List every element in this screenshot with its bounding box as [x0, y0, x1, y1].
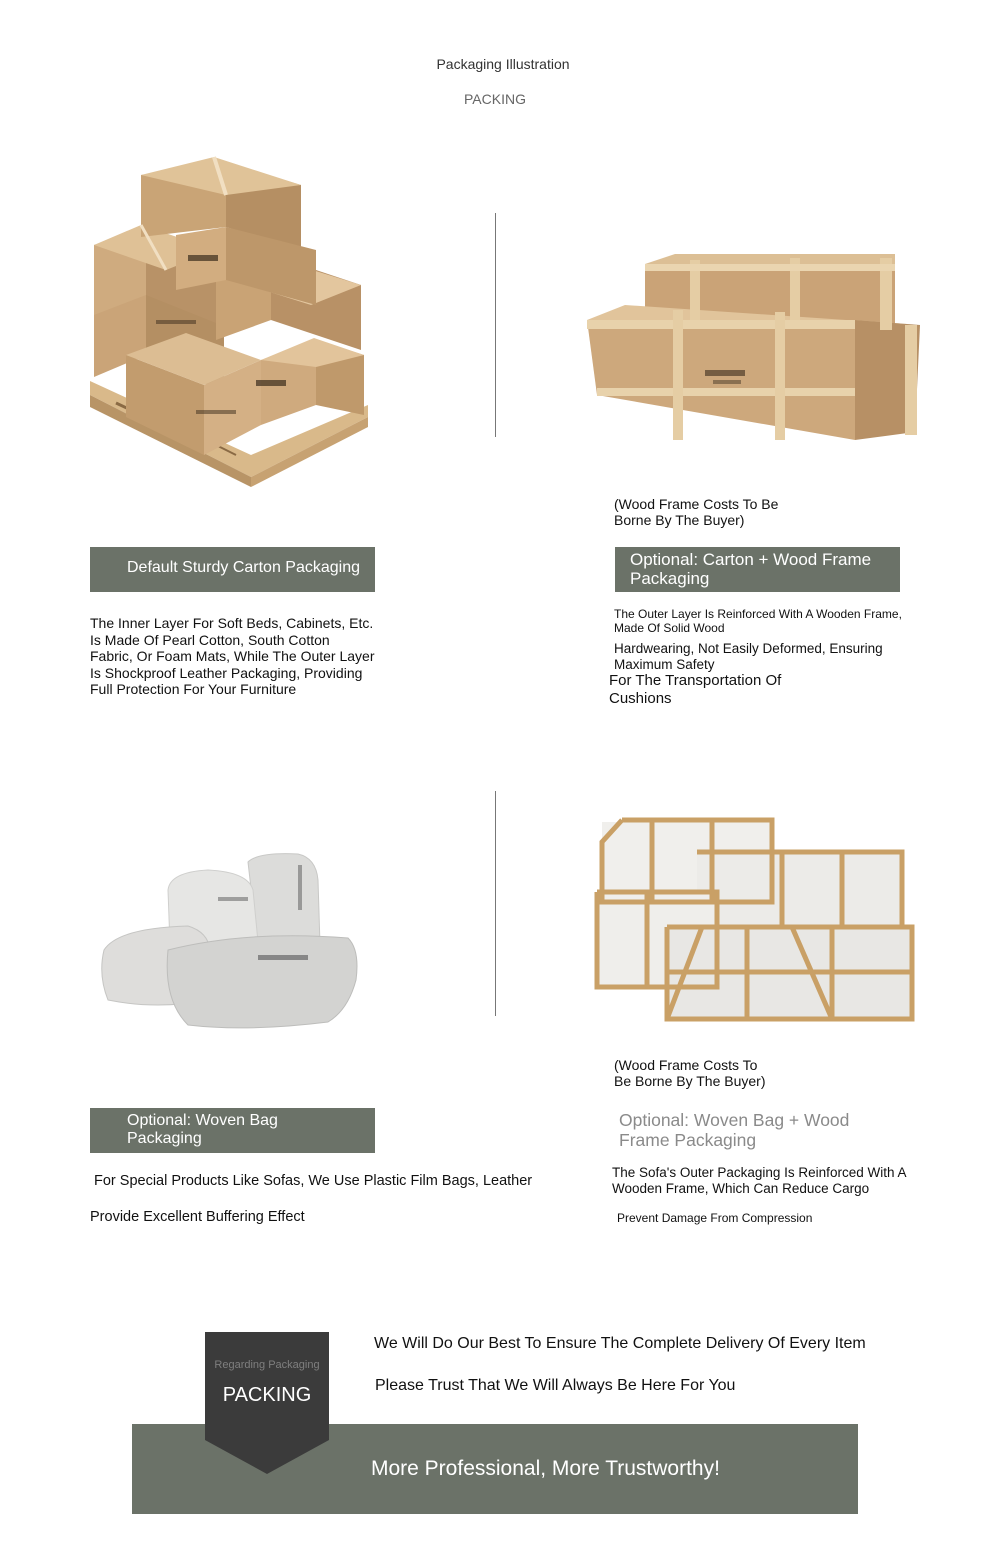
banner-line: Optional: Carton + Wood Frame — [630, 550, 872, 569]
woven-bag-detail: For Special Products Like Sofas, We Use Plastic Film Bags, Leather — [94, 1173, 533, 1189]
badge-big-text: PACKING — [222, 1384, 312, 1406]
wood-frame-durability — [614, 641, 883, 672]
description-line: Full Protection For Your Furniture — [90, 681, 297, 697]
woven-bag-image — [98, 850, 363, 1030]
description-line: Is Made Of Pearl Cotton, South Cotton — [90, 631, 330, 648]
banner-line: Optional: Woven Bag — [127, 1112, 278, 1129]
description-line: The Inner Layer For Soft Beds, Cabinets, Etc. — [90, 615, 374, 631]
title-line: Optional: Woven Bag + Wood — [619, 1110, 850, 1130]
note-line: (Wood Frame Costs To Be — [614, 496, 779, 512]
title-line: Frame Packaging — [619, 1130, 757, 1150]
detail-line: Hardwearing, Not Easily Deformed, Ensuring — [614, 641, 883, 656]
detail-line: Maximum Safety — [614, 656, 715, 672]
detail-line: Made Of Solid Wood — [614, 620, 725, 635]
note-line: Borne By The Buyer) — [614, 511, 745, 528]
carton-description — [90, 615, 430, 698]
woven-wood-title — [619, 1110, 849, 1150]
description-line: Fabric, Or Foam Mats, While The Outer Layer — [90, 648, 375, 664]
detail-line: For The Transportation Of — [609, 672, 782, 689]
wood-cost-note — [614, 497, 778, 528]
wood-frame-carton-image — [585, 250, 925, 445]
section-divider — [495, 213, 496, 437]
woven-bag-banner — [90, 1108, 375, 1153]
woven-bag-wood-frame-image — [592, 812, 917, 1024]
detail-line: The Outer Layer Is Reinforced With A Wooden Frame, — [614, 607, 902, 621]
badge-small-text: Regarding Packaging — [214, 1359, 320, 1371]
banner-line: Packaging — [127, 1130, 202, 1147]
page-title: Packaging Illustration — [436, 56, 570, 72]
carton-pallet-image — [86, 155, 376, 490]
section-divider — [495, 791, 496, 1016]
woven-wood-detail — [612, 1165, 906, 1197]
wood-frame-detail — [614, 608, 902, 635]
wood-frame-usage — [609, 672, 781, 708]
note-line: Be Borne By The Buyer) — [614, 1072, 766, 1089]
detail-line: Cushions — [609, 690, 672, 707]
delivery-promise: We Will Do Our Best To Ensure The Complete Delivery Of Every Item — [374, 1335, 866, 1352]
detail-line: Wooden Frame, Which Can Reduce Cargo — [612, 1181, 870, 1196]
description-line: Is Shockproof Leather Packaging, Providing — [90, 664, 363, 681]
note-line: (Wood Frame Costs To — [614, 1057, 758, 1073]
banner-line: Packaging — [630, 569, 710, 588]
page-subtitle: PACKING — [464, 91, 526, 107]
wood-cost-note — [614, 1058, 765, 1089]
carton-banner: Default Sturdy Carton Packaging — [90, 547, 375, 592]
carton-wood-banner — [615, 547, 900, 592]
woven-bag-buffer: Provide Excellent Buffering Effect — [90, 1209, 305, 1225]
trust-message: Please Trust That We Will Always Be Here For You — [375, 1377, 736, 1394]
slogan: More Professional, More Trustworthy! — [371, 1457, 720, 1480]
compression-note: Prevent Damage From Compression — [617, 1211, 813, 1225]
detail-line: The Sofa's Outer Packaging Is Reinforced With A — [612, 1165, 907, 1180]
